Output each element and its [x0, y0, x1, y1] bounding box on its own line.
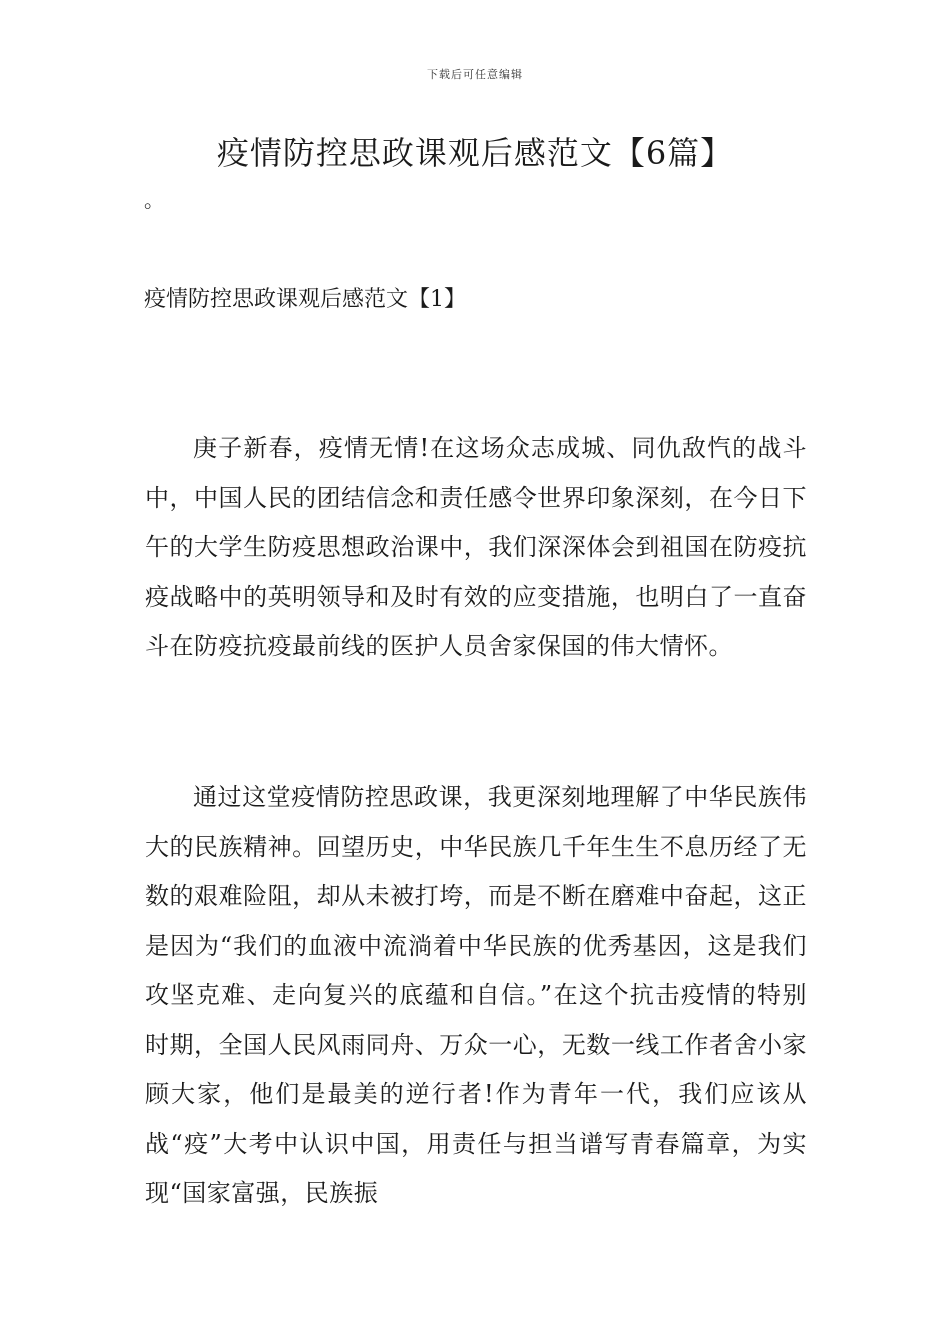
section-heading: 疫情防控思政课观后感范文【1】 — [144, 287, 466, 312]
body-paragraph: 通过这堂疫情防控思政课，我更深刻地理解了中华民族伟大的民族精神。回望历史，中华民族几千年生生不息历经了无数的艰难险阻，却从未被打垮，而是不断在磨难中奋起，这正是因为“我们的血液中流淌着中华民族的优秀基因，这是我们攻坚克难、走向复兴的底蕴和自信。”在这个抗击疫情的特别时期，全国人民风雨同舟、万众一心，无数一线工作者舍小家顾大家，他们是最美的逆行者!作为青年一代，我们应该从战“疫”大考中认识中国，用责任与担当谱写青春篇章，为实现“国家富强，民族振 — [145, 783, 807, 1207]
body-paragraph: 庚子新春，疫情无情!在这场众志成城、同仇敌忾的战斗中，中国人民的团结信念和责任感令世界印象深刻，在今日下午的大学生防疫思想政治课中，我们深深体会到祖国在防疫抗疫战略中的英明领导和及时有效的应变措施，也明白了一直奋斗在防疫抗疫最前线的医护人员舍家保国的伟大情怀。 — [145, 434, 807, 660]
punctuation-mark: 。 — [144, 188, 164, 212]
header-note: 下载后可任意编辑 — [427, 68, 523, 81]
document-title: 疫情防控思政课观后感范文【6篇】 — [216, 134, 734, 172]
